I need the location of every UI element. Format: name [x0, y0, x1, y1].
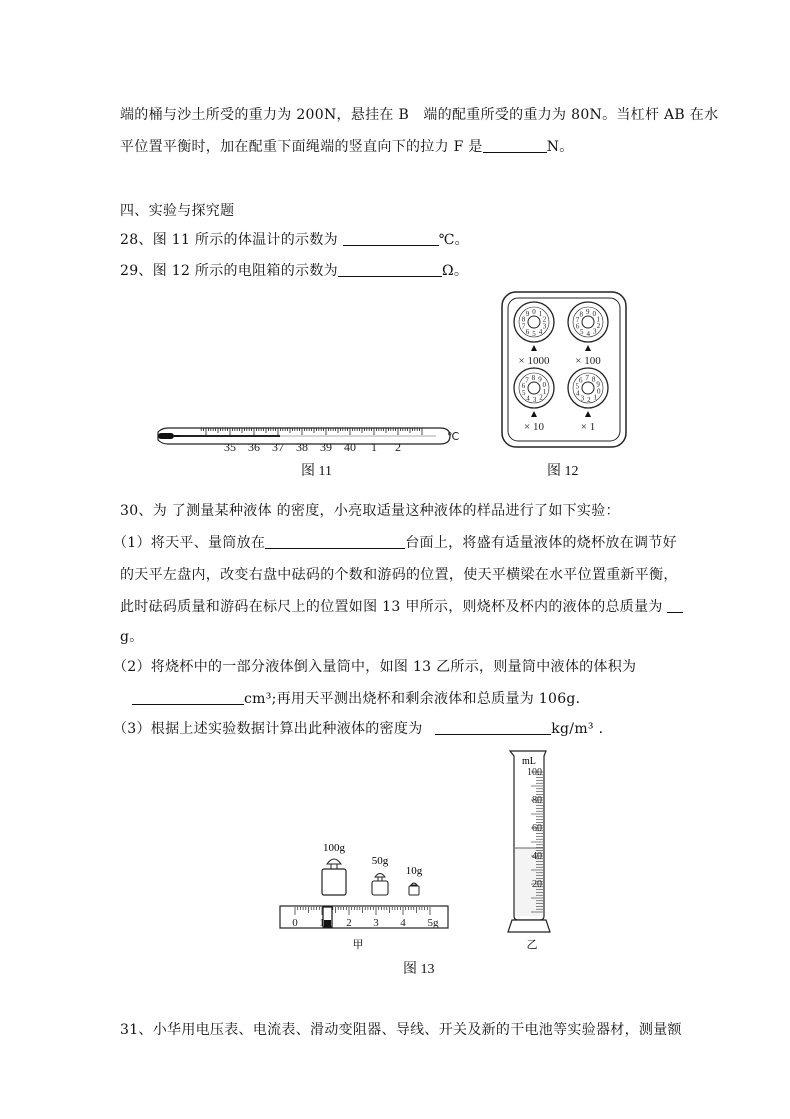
cylinder-label: 100: [527, 767, 542, 778]
dial-digit: 2: [596, 322, 601, 331]
q27-text-a: 平位置平衡时，加在配重下面绳端的竖直向下的拉力 F 是: [120, 139, 483, 155]
dial-multiplier-label: × 10: [524, 421, 544, 433]
dial-digit: 1: [596, 315, 601, 324]
cylinder-label: 20: [532, 879, 542, 890]
dial-digit: 0: [596, 387, 601, 396]
ruler-label: 3: [373, 917, 379, 929]
dial-digit: 1: [593, 393, 597, 402]
q28: [120, 229, 469, 249]
weight-10g-label: 10g: [405, 865, 423, 877]
dial-digit: 7: [521, 322, 526, 331]
graduated-cylinder-figure: [504, 748, 564, 953]
dial-digit: 3: [532, 395, 537, 404]
q30-p1-text-b: 台面上，将盛有适量液体的烧杯放在调节好: [405, 535, 677, 551]
weight-50g-label: 50g: [371, 855, 389, 867]
q30-mass-answer-blank[interactable]: [667, 598, 683, 613]
cylinder-label: 60: [532, 823, 542, 834]
dial-digit: 4: [576, 389, 580, 398]
dial-digit: 1: [542, 387, 547, 396]
dial-digit: 2: [539, 393, 543, 402]
thermometer-label: 39: [320, 440, 332, 454]
thermometer-label: 38: [296, 440, 308, 454]
fig11-caption: 图 11: [301, 464, 332, 479]
dial-multiplier-label: × 1000: [518, 355, 550, 367]
weight-100g: [322, 859, 346, 895]
cylinder-base: [508, 920, 550, 932]
q30-p1-line4: g。: [120, 629, 144, 645]
q30-volume-answer-blank[interactable]: [132, 690, 244, 705]
q30-intro: 30、为 了测量某种液体 的密度，小亮取适量这种液体的样品进行了如下实验：: [120, 503, 620, 519]
ruler-label: 4: [400, 917, 406, 929]
dial-digit: 5: [532, 330, 536, 338]
thermometer-label: 1: [371, 440, 377, 454]
q30-p3-text-a: （3）根据上述实验数据计算出此种液体的密度为: [113, 721, 428, 737]
rider-scale: [280, 906, 448, 928]
dial-digit: 3: [592, 327, 597, 336]
q27-line2: [120, 136, 574, 156]
dial-digit: 3: [580, 394, 585, 403]
dial-digit: 3: [542, 322, 547, 331]
dial-digit: 2: [542, 315, 547, 324]
q30-p3-text-b: kg/m³ .: [551, 721, 604, 737]
resistance-box-figure: [500, 290, 628, 450]
dial-digit: 9: [596, 380, 600, 389]
q30-density-answer-blank[interactable]: [435, 720, 551, 735]
dial-digit: 6: [579, 376, 583, 385]
cylinder-unit: mL: [522, 756, 536, 767]
dial-digit: 7: [575, 315, 580, 324]
q27-answer-blank[interactable]: [483, 138, 547, 153]
thermometer-label: 36: [248, 440, 260, 454]
dial-digit: 4: [586, 329, 591, 338]
q29-text-a: 29、图 12 所示的电阻箱的示数为: [120, 263, 338, 279]
q30-p1-answer-blank[interactable]: [265, 534, 405, 549]
dial-digit: 8: [521, 315, 526, 324]
q29: [120, 260, 468, 280]
fig13-caption: 图 13: [403, 962, 435, 977]
dial-digit: 7: [585, 374, 589, 383]
q30-p1-line3: [120, 596, 683, 616]
dial-digit: 6: [525, 327, 530, 336]
dial-digit: 2: [587, 395, 591, 404]
q30-p1-text-a: （1）将天平、量筒放在: [113, 535, 266, 551]
ruler-label: 5g: [427, 917, 439, 929]
dial-multiplier-label: × 100: [575, 355, 601, 367]
q28-text-a: 28、图 11 所示的体温计的示数为: [120, 232, 343, 248]
ruler-label: 1: [319, 917, 325, 929]
thermometer-label: 35: [224, 440, 236, 454]
balance-figure: [278, 834, 453, 954]
q30-p1-line2: 的天平左盘内，改变右盘中砝码的个数和游码的位置，使天平横梁在水平位置重新平衡，: [120, 567, 678, 583]
q30-p1-line3-text: 此时砝码质量和游码在标尺上的位置如图 13 甲所示，则烧杯及杯内的液体的总质量为: [120, 599, 668, 615]
dial-digit: 5: [521, 388, 526, 397]
fig12-caption: 图 12: [547, 464, 579, 479]
dial-multiplier-label: × 1: [580, 421, 596, 433]
dial-digit: 9: [538, 375, 542, 384]
ruler-label: 2: [346, 917, 352, 929]
dial-digit: 8: [579, 310, 584, 319]
q29-answer-blank[interactable]: [338, 262, 442, 277]
q28-answer-blank[interactable]: [343, 231, 439, 246]
dial-digit: 4: [538, 327, 543, 336]
fig13-jia-label: 甲: [352, 939, 364, 951]
q29-text-b: Ω。: [441, 263, 469, 279]
dial-digit: 8: [591, 375, 596, 384]
thermometer-unit: ℃: [447, 431, 460, 443]
cylinder-label: 40: [532, 851, 542, 862]
fig13-yi-label: 乙: [526, 939, 538, 951]
thermometer-bulb: [158, 433, 174, 439]
dial-digit: 6: [575, 322, 580, 331]
weight-100g-label: 100g: [323, 842, 345, 854]
dial-digit: 4: [526, 394, 530, 403]
q28-text-b: ℃。: [438, 232, 469, 248]
ruler-label: 0: [292, 917, 298, 929]
q30-p3: [113, 718, 603, 738]
dial-digit: 0: [532, 308, 536, 316]
dial-digit: 1: [538, 310, 543, 319]
weight-10g: [409, 883, 419, 895]
dial-digit: 0: [592, 309, 596, 318]
dial-digit: 0: [542, 381, 547, 390]
dial-digit: 9: [525, 310, 530, 319]
q30-p2-line1: （2）将烧杯中的一部分液体倒入量筒中，如图 13 乙所示，则量筒中液体的体积为: [113, 659, 637, 675]
dial-digit: 6: [521, 382, 526, 391]
q31-line1: 31、小华用电压表、电流表、滑动变阻器、导线、开关及新的干电池等实验器材，测量额: [120, 1022, 682, 1038]
thermometer-label: 40: [344, 440, 356, 454]
q30-p2-text-b: cm³;再用天平测出烧杯和剩余液体和总质量为 106g.: [244, 691, 581, 707]
cylinder-label: 80: [532, 795, 542, 806]
weight-50g: [372, 874, 388, 896]
q27-line1: 端的桶与沙土所受的重力为 200N，悬挂在 B 端的配重所受的重力为 80N。当杠杆 AB 在水: [120, 107, 719, 123]
dial-digit: 5: [580, 328, 584, 337]
thermometer-label: 2: [395, 440, 401, 454]
thermometer-label: 37: [272, 440, 284, 454]
dial-digit: 9: [585, 308, 590, 317]
q27-text-b: N。: [546, 139, 574, 155]
q30-p1: [113, 532, 677, 552]
dial-digit: 5: [575, 382, 580, 391]
section-heading: 四、实验与探究题: [120, 203, 235, 219]
thermometer-figure: [150, 418, 470, 458]
q30-p2-line2: [132, 688, 580, 708]
dial-digit: 7: [525, 376, 529, 385]
dial-digit: 8: [531, 374, 536, 383]
